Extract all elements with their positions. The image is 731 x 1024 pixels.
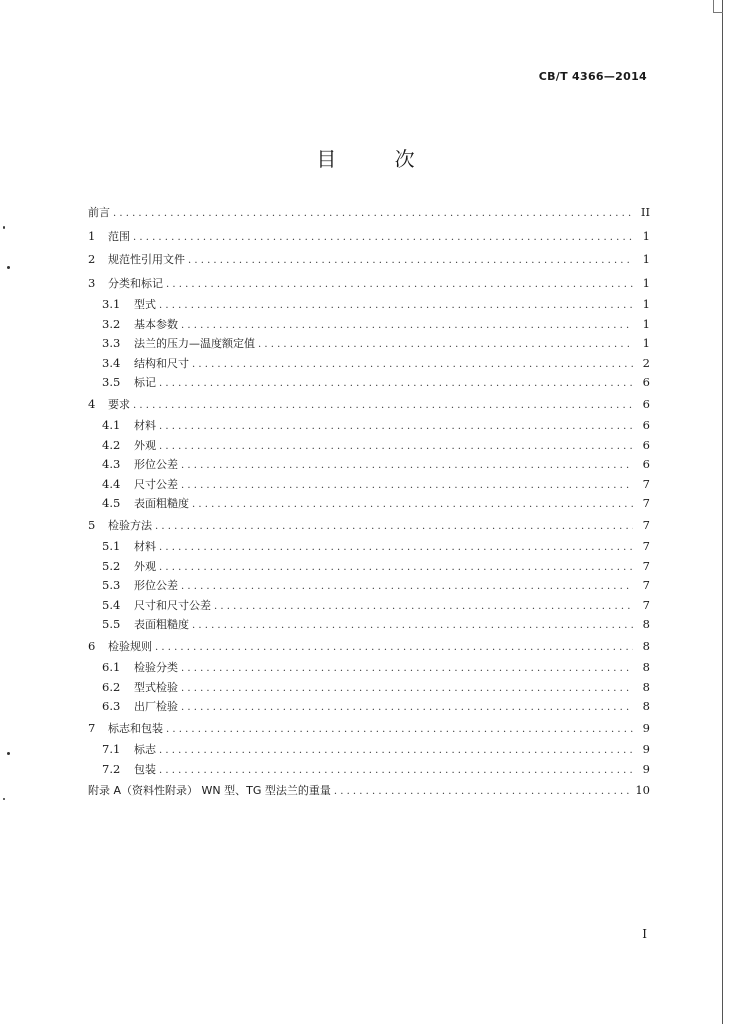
toc-entry-label: 包装 [134, 762, 156, 776]
scan-speck [3, 226, 5, 229]
toc-entry-number: 5.3 [102, 578, 121, 592]
toc-entry-page: 1 [642, 316, 650, 331]
toc-entry[interactable] [88, 740, 650, 760]
toc-entry[interactable] [88, 717, 650, 741]
toc-entry-page: 1 [642, 336, 650, 350]
toc-entry[interactable] [88, 576, 650, 596]
toc-dot-leader [166, 273, 633, 297]
toc-entry[interactable] [88, 514, 650, 538]
toc-entry-label: 要求 [108, 397, 130, 411]
toc-entry-label: 材料 [134, 419, 156, 432]
toc-entry-page: 6 [642, 375, 650, 389]
toc-entry-label: 形位公差 [134, 579, 178, 592]
toc-dot-leader [181, 316, 633, 336]
page-title: 目 次 [316, 147, 441, 171]
toc-dot-leader [181, 476, 633, 496]
toc-entry-page: 10 [635, 783, 650, 797]
toc-entry-label: 检验分类 [134, 661, 178, 674]
toc-entry-label: 尺寸和尺寸公差 [134, 598, 211, 612]
toc-dot-leader [155, 515, 633, 539]
toc-entry-label: 检验规则 [108, 639, 152, 653]
toc-entry-page: 9 [642, 761, 650, 776]
toc-entry[interactable] [88, 475, 650, 495]
toc-entry-page: 6 [642, 418, 650, 432]
toc-entry-number: 6.3 [102, 699, 121, 713]
toc-entry-page: 7 [642, 476, 650, 491]
toc-entry[interactable] [88, 436, 650, 456]
toc-entry-number: 2 [88, 252, 96, 266]
document-code: CB/T 4366—2014 [538, 70, 647, 83]
toc-entry-number: 6 [88, 638, 96, 653]
toc-entry-page: 1 [642, 297, 650, 311]
toc-dot-leader [113, 202, 633, 226]
toc-entry[interactable] [88, 615, 650, 635]
toc-entry-number: 4.2 [102, 437, 121, 452]
toc-entry[interactable] [88, 225, 650, 249]
toc-entry-number: 4.1 [102, 418, 121, 432]
toc-dot-leader [181, 456, 633, 476]
toc-entry[interactable] [88, 354, 650, 374]
scan-speck [7, 266, 10, 269]
toc-entry-page: 1 [642, 275, 650, 290]
toc-entry-page: 7 [642, 558, 650, 573]
toc-entry-number: 5 [88, 517, 96, 532]
toc-entry-number: 6.1 [102, 660, 121, 674]
toc-entry-number: 4 [88, 396, 96, 411]
toc-dot-leader [159, 761, 633, 781]
toc-entry-number: 1 [88, 228, 96, 243]
toc-entry-label: 规范性引用文件 [108, 253, 185, 266]
toc-dot-leader [159, 374, 633, 394]
toc-entry[interactable] [88, 315, 650, 335]
toc-dot-leader [155, 636, 633, 660]
toc-entry[interactable] [88, 779, 650, 803]
toc-entry-page: 8 [642, 699, 650, 713]
toc-dot-leader [133, 226, 633, 250]
toc-dot-leader [166, 718, 633, 742]
toc-entry-page: 7 [642, 517, 650, 532]
toc-entry-number: 3.5 [102, 375, 121, 389]
toc-entry-page: 8 [642, 638, 650, 653]
toc-dot-leader [181, 659, 633, 679]
toc-entry-page: 6 [642, 437, 650, 452]
toc-dot-leader [192, 495, 633, 515]
toc-entry-number: 3.3 [102, 336, 121, 350]
toc-entry-label: 分类和标记 [108, 276, 163, 290]
toc-entry-label: 外观 [134, 438, 156, 452]
toc-entry-label: 形位公差 [134, 458, 178, 471]
toc-entry-label: 出厂检验 [134, 700, 178, 713]
toc-entry-label: 法兰的压力—温度额定值 [134, 337, 255, 350]
toc-entry-label: 结构和尺寸 [134, 356, 189, 370]
toc-entry-label: 标志 [134, 743, 156, 756]
toc-entry[interactable] [88, 455, 650, 475]
toc-entry-page: 6 [642, 396, 650, 411]
toc-entry-page: 6 [642, 457, 650, 471]
toc-entry-page: 7 [642, 578, 650, 592]
toc-entry-page: 9 [642, 720, 650, 735]
toc-entry-number: 5.4 [102, 597, 121, 612]
toc-dot-leader [192, 355, 633, 375]
toc-entry-number: 3.2 [102, 316, 121, 331]
toc-entry-label: 基本参数 [134, 317, 178, 331]
toc-entry[interactable] [88, 272, 650, 296]
toc-entry-number: 3.4 [102, 355, 121, 370]
toc-dot-leader [181, 679, 633, 699]
toc-entry-label: 表面粗糙度 [134, 497, 189, 510]
toc-dot-leader [181, 577, 633, 597]
toc-entry[interactable] [88, 596, 650, 616]
toc-entry-number: 7.2 [102, 761, 121, 776]
scan-speck [3, 798, 5, 800]
toc-dot-leader [159, 741, 633, 761]
toc-dot-leader [159, 538, 633, 558]
toc-entry-label: 前言 [88, 206, 110, 219]
toc-entry-number: 6.2 [102, 679, 121, 694]
toc-entry-page: 8 [642, 660, 650, 674]
toc-entry-page: 8 [642, 617, 650, 631]
toc-entry[interactable] [88, 416, 650, 436]
toc-entry[interactable] [88, 635, 650, 659]
toc-dot-leader [188, 249, 633, 273]
corner-mark [713, 0, 723, 13]
toc-dot-leader [214, 597, 633, 617]
toc-entry-page: 7 [642, 496, 650, 510]
toc-dot-leader [258, 335, 633, 355]
toc-entry-label: 标记 [134, 376, 156, 389]
toc-entry[interactable] [88, 658, 650, 678]
toc-entry-label: 型式检验 [134, 680, 178, 694]
toc-dot-leader [133, 394, 633, 418]
toc-entry[interactable] [88, 295, 650, 315]
toc-entry-label: 范围 [108, 229, 130, 243]
toc-dot-leader [334, 780, 633, 804]
toc-entry-label: 附录 A（资料性附录） WN 型、TG 型法兰的重量 [88, 784, 331, 797]
toc-entry-page: 8 [642, 679, 650, 694]
toc-entry-label: 尺寸公差 [134, 477, 178, 491]
table-of-contents [88, 201, 650, 803]
toc-dot-leader [159, 558, 633, 578]
toc-entry-label: 材料 [134, 540, 156, 553]
toc-entry-number: 3.1 [102, 297, 121, 311]
toc-entry[interactable] [88, 373, 650, 393]
toc-entry-label: 标志和包装 [108, 721, 163, 735]
toc-entry-number: 7 [88, 720, 96, 735]
toc-entry-label: 检验方法 [108, 518, 152, 532]
toc-entry[interactable] [88, 334, 650, 354]
toc-entry[interactable] [88, 201, 650, 225]
toc-entry[interactable] [88, 678, 650, 698]
page-number: I [642, 927, 647, 941]
toc-entry[interactable] [88, 697, 650, 717]
toc-entry-page: 7 [642, 539, 650, 553]
toc-entry-number: 5.5 [102, 617, 121, 631]
toc-entry[interactable] [88, 494, 650, 514]
toc-entry-number: 4.3 [102, 457, 121, 471]
toc-entry-page: 1 [642, 228, 650, 243]
toc-dot-leader [159, 417, 633, 437]
toc-entry-number: 5.2 [102, 558, 121, 573]
toc-entry-number: 4.4 [102, 476, 121, 491]
toc-entry-page: 1 [642, 252, 650, 266]
toc-entry-page: 7 [642, 597, 650, 612]
toc-entry-number: 5.1 [102, 539, 121, 553]
toc-entry-label: 型式 [134, 298, 156, 311]
toc-dot-leader [192, 616, 633, 636]
toc-entry[interactable] [88, 760, 650, 780]
toc-dot-leader [181, 698, 633, 718]
toc-dot-leader [159, 296, 633, 316]
toc-entry[interactable] [88, 393, 650, 417]
toc-entry-number: 3 [88, 275, 96, 290]
scan-speck [7, 752, 10, 755]
toc-entry-label: 外观 [134, 559, 156, 573]
toc-entry-label: 表面粗糙度 [134, 618, 189, 631]
toc-dot-leader [159, 437, 633, 457]
toc-entry-number: 7.1 [102, 742, 121, 756]
toc-entry-page: II [640, 205, 650, 219]
toc-entry-page: 2 [642, 355, 650, 370]
toc-entry[interactable] [88, 248, 650, 272]
toc-entry[interactable] [88, 537, 650, 557]
toc-entry[interactable] [88, 557, 650, 577]
toc-entry-page: 9 [642, 742, 650, 756]
toc-entry-number: 4.5 [102, 496, 121, 510]
